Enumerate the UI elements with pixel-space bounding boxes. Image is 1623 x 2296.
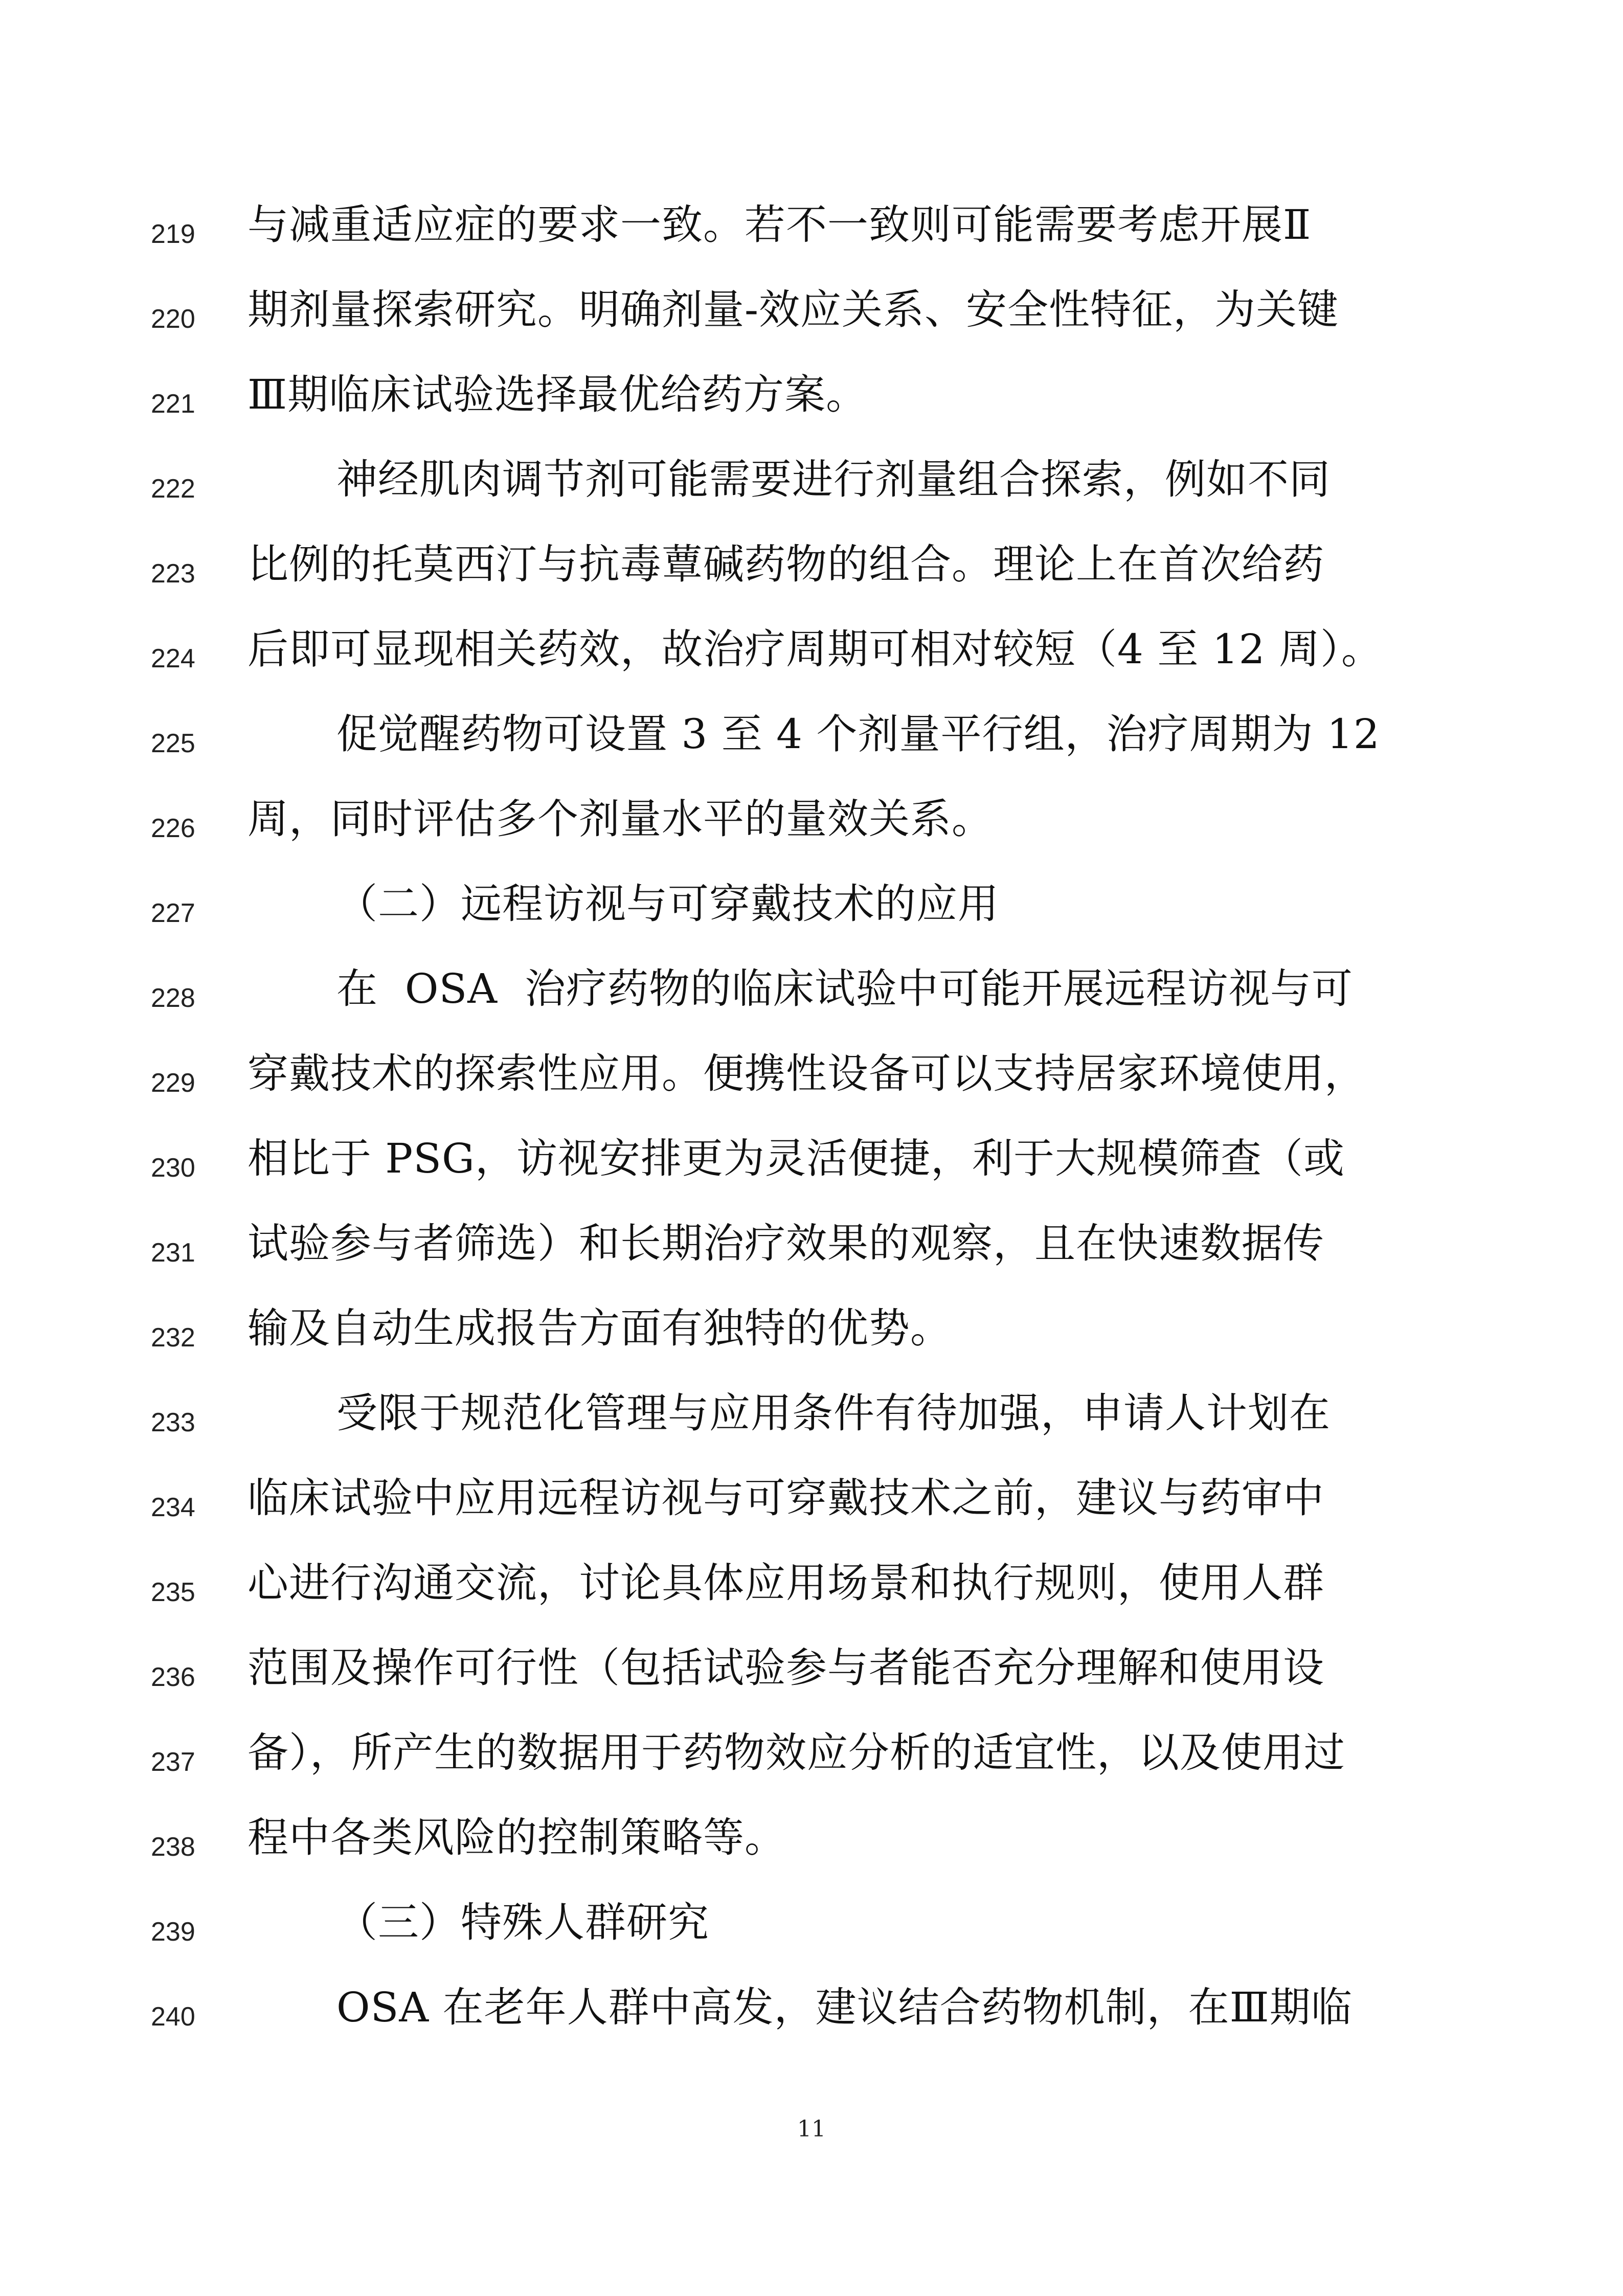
text-line: 范围及操作可行性（包括试验参与者能否充分理解和使用设: [247, 1644, 1324, 1692]
line-number: 236: [151, 1662, 195, 1692]
text-line: 与减重适应症的要求一致。若不一致则可能需要考虑开展Ⅱ: [247, 201, 1312, 249]
line-number: 230: [151, 1153, 195, 1183]
paragraph-first-line: 促觉醒药物可设置 3 至 4 个剂量平行组，治疗周期为 12: [336, 710, 1380, 758]
line-number: 226: [151, 814, 195, 843]
text-line: 后即可显现相关药效，故治疗周期可相对较短（4 至 12 周）。: [247, 625, 1383, 673]
text-line: 期剂量探索研究。明确剂量-效应关系、安全性特征，为关键: [247, 286, 1339, 333]
line-number: 235: [151, 1578, 195, 1607]
text-line: 输及自动生成报告方面有独特的优势。: [247, 1304, 952, 1352]
line-number: 221: [151, 389, 195, 419]
text-line: 备），所产生的数据用于药物效应分析的适宜性，以及使用过: [247, 1729, 1345, 1776]
section-heading: （三）特殊人群研究: [336, 1899, 709, 1946]
paragraph-first-line: 受限于规范化管理与应用条件有待加强，申请人计划在: [336, 1389, 1331, 1437]
text-line: 临床试验中应用远程访视与可穿戴技术之前，建议与药审中: [247, 1474, 1324, 1522]
text-line: 心进行沟通交流，讨论具体应用场景和执行规则，使用人群: [247, 1559, 1324, 1607]
line-number: 227: [151, 898, 195, 928]
line-number: 220: [151, 304, 195, 334]
line-number: 219: [151, 219, 195, 249]
line-number: 232: [151, 1323, 195, 1353]
line-number: 233: [151, 1408, 195, 1437]
line-number: 223: [151, 559, 195, 589]
line-number: 234: [151, 1493, 195, 1522]
paragraph-first-line: OSA 在老年人群中高发，建议结合药物机制，在Ⅲ期临: [336, 1984, 1352, 2031]
text-line: 周，同时评估多个剂量水平的量效关系。: [247, 795, 993, 843]
text-line: 比例的托莫西汀与抗毒蕈碱药物的组合。理论上在首次给药: [247, 541, 1324, 588]
line-number: 231: [151, 1238, 195, 1268]
text-line: Ⅲ期临床试验选择最优给药方案。: [247, 371, 868, 418]
line-number: 240: [151, 2002, 195, 2032]
paragraph-first-line: 神经肌肉调节剂可能需要进行剂量组合探索，例如不同: [336, 456, 1331, 503]
line-number: 237: [151, 1747, 195, 1777]
section-heading: （二）远程访视与可穿戴技术的应用: [336, 880, 999, 928]
line-number: 238: [151, 1832, 195, 1862]
line-number: 229: [151, 1068, 195, 1098]
text-line: 程中各类风险的控制策略等。: [247, 1814, 786, 1861]
paragraph-first-line: 在 OSA 治疗药物的临床试验中可能开展远程访视与可: [336, 965, 1353, 1012]
text-line: 试验参与者筛选）和长期治疗效果的观察，且在快速数据传: [247, 1220, 1324, 1267]
line-number: 225: [151, 729, 195, 758]
page-number: 11: [797, 2116, 826, 2142]
line-number: 239: [151, 1917, 195, 1947]
text-line: 穿戴技术的探索性应用。便携性设备可以支持居家环境使用，: [247, 1050, 1366, 1097]
line-number: 224: [151, 644, 195, 673]
line-number: 222: [151, 474, 195, 504]
text-line: 相比于 PSG，访视安排更为灵活便捷，利于大规模筛查（或: [247, 1135, 1345, 1182]
line-number: 228: [151, 983, 195, 1013]
